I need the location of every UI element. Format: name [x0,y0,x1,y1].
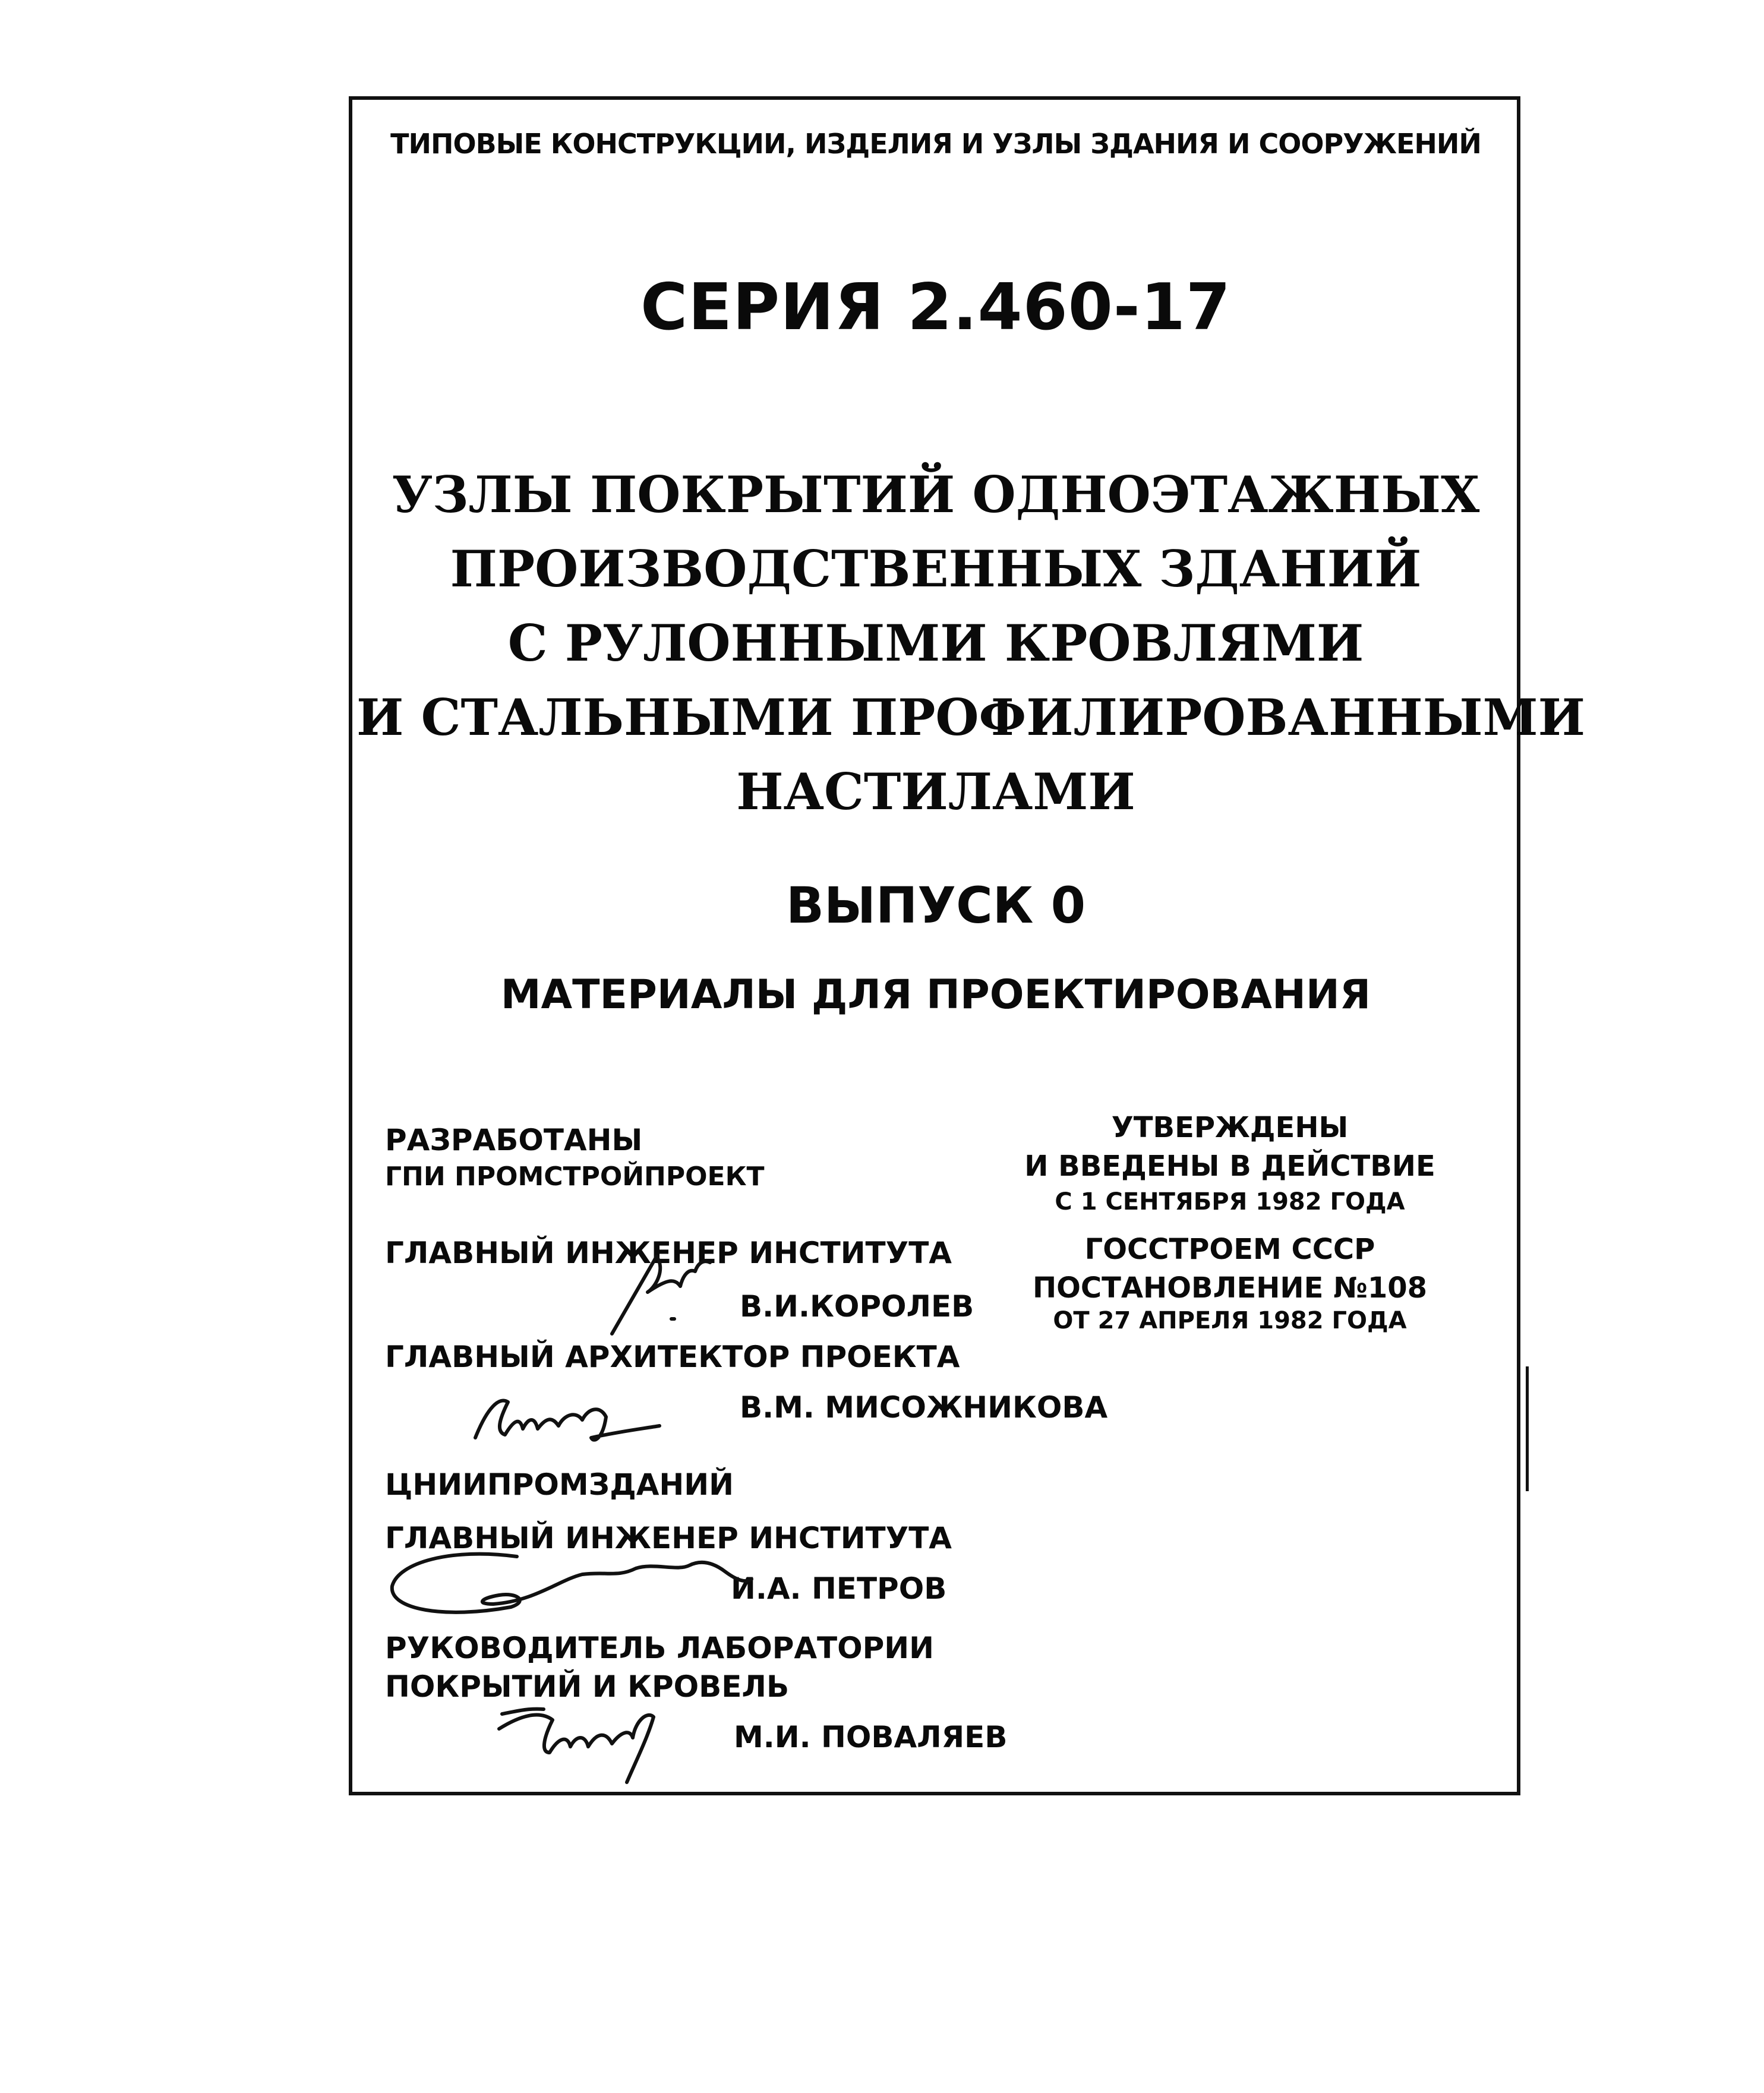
title-line: С РУЛОННЫМИ КРОВЛЯМИ [507,614,1364,673]
signature-petrov [380,1545,760,1634]
chief-engineer2-name: И.А. ПЕТРОВ [731,1571,947,1606]
issue-number: ВЫПУСК 0 [785,876,1086,935]
title-line: НАСТИЛАМИ [736,762,1135,821]
chief-architect-name: В.М. МИСОЖНИКОВА [740,1390,1108,1425]
resolution-date: ОТ 27 АПРЕЛЯ 1982 ГОДА [1053,1307,1407,1334]
lab-head-label-2: ПОКРЫТИЙ И КРОВЕЛЬ [385,1669,790,1704]
approved-line-1: УТВЕРЖДЕНЫ [1111,1111,1349,1144]
standards-header: ТИПОВЫЕ КОНСТРУКЦИИ, ИЗДЕЛИЯ И УЗЛЫ ЗДАНИЯ И СООРУЖЕНИЙ [390,128,1481,160]
scan-edge-mark [1526,1366,1529,1491]
chief-engineer-name: В.И.КОРОЛЕВ [740,1289,974,1324]
chief-engineer2-label: ГЛАВНЫЙ ИНЖЕНЕР ИНСТИТУТА [385,1521,952,1555]
approved-date: С 1 СЕНТЯБРЯ 1982 ГОДА [1055,1188,1405,1216]
signature-povalyaev [487,1696,713,1785]
signature-misozhnikova [463,1384,677,1450]
developer-org: ГПИ ПРОМСТРОЙПРОЕКТ [385,1161,765,1192]
lab-head-label: РУКОВОДИТЕЛЬ ЛАБОРАТОРИИ [385,1631,934,1665]
developed-label: РАЗРАБОТАНЫ [385,1123,643,1157]
chief-architect-label: ГЛАВНЫЙ АРХИТЕКТОР ПРОЕКТА [385,1340,960,1374]
title-line: И СТАЛЬНЫМИ ПРОФИЛИРОВАННЫМИ [356,688,1586,747]
title-line: УЗЛЫ ПОКРЫТИЙ ОДНОЭТАЖНЫХ [392,465,1480,524]
resolution-number: ПОСТАНОВЛЕНИЕ №108 [1032,1271,1428,1305]
approved-by: ГОССТРОЕМ СССР [1084,1233,1375,1266]
approved-line-2: И ВВЕДЕНЫ В ДЕЙСТВИЕ [1024,1150,1435,1183]
signature-korolev [600,1245,737,1340]
materials-caption: МАТЕРИАЛЫ ДЛЯ ПРОЕКТИРОВАНИЯ [500,971,1371,1018]
series-number: СЕРИЯ 2.460-17 [640,270,1232,345]
document-title [356,457,1586,829]
second-org: ЦНИИПРОМЗДАНИЙ [385,1467,734,1502]
title-line: ПРОИЗВОДСТВЕННЫХ ЗДАНИЙ [450,539,1422,598]
lab-head-name: М.И. ПОВАЛЯЕВ [734,1720,1008,1754]
chief-engineer-label: ГЛАВНЫЙ ИНЖЕНЕР ИНСТИТУТА [385,1236,952,1270]
